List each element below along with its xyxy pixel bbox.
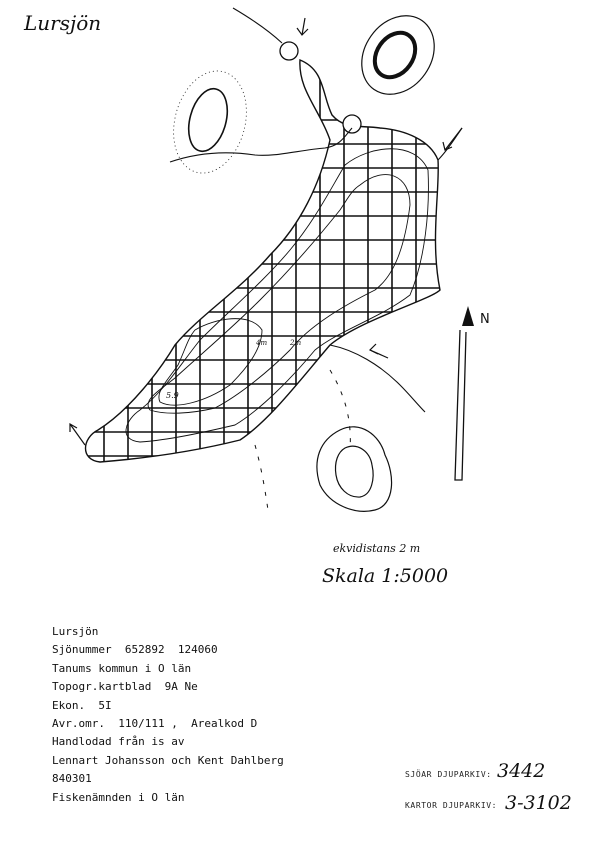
road-line (233, 8, 282, 43)
depth-contour-4m (148, 175, 410, 414)
depth-label: 4m (256, 339, 268, 347)
survey-grid (60, 40, 450, 470)
max-depth-label: 5.9 (166, 391, 179, 400)
info-line: 840301 (52, 772, 92, 786)
north-arrow (455, 306, 474, 480)
lake-name-handwritten: Lursjön (24, 11, 102, 35)
info-line: Handlodad från is av (52, 735, 185, 749)
info-line: Sjönummer 652892 124060 (52, 643, 218, 657)
contour-interval-note: ekvidistans 2 m (333, 542, 421, 555)
stream-line (330, 345, 425, 412)
stream-line (170, 128, 352, 162)
info-line: Topogr.kartblad 9A Ne (52, 680, 198, 694)
archive-label: SJÖAR DJUPARKIV: (405, 770, 492, 779)
depth-label: 2m (290, 339, 302, 347)
scale-note: Skala 1:5000 (322, 565, 449, 587)
info-line: Lursjön (52, 625, 99, 638)
inflow-arrow (70, 18, 462, 445)
info-line: Ekon. 5I (52, 698, 112, 712)
dashed-path (255, 370, 350, 510)
info-line: Fiskenämnden i O län (52, 790, 185, 804)
archive-label: KARTOR DJUPARKIV: (405, 801, 498, 810)
info-line: Tanums kommun i O län (52, 661, 192, 675)
island (343, 115, 361, 133)
archive-number: 3442 (497, 760, 546, 782)
inlet-pond (280, 42, 298, 60)
hill-contours (163, 2, 449, 512)
info-line: Avr.omr. 110/111 , Arealkod D (52, 716, 258, 730)
lake-shoreline (86, 60, 441, 462)
lake-info-block (52, 623, 284, 807)
north-label: N (480, 312, 490, 327)
archive-number: 3-3102 (505, 792, 572, 814)
info-line: Lennart Johansson och Kent Dahlberg (52, 753, 284, 767)
